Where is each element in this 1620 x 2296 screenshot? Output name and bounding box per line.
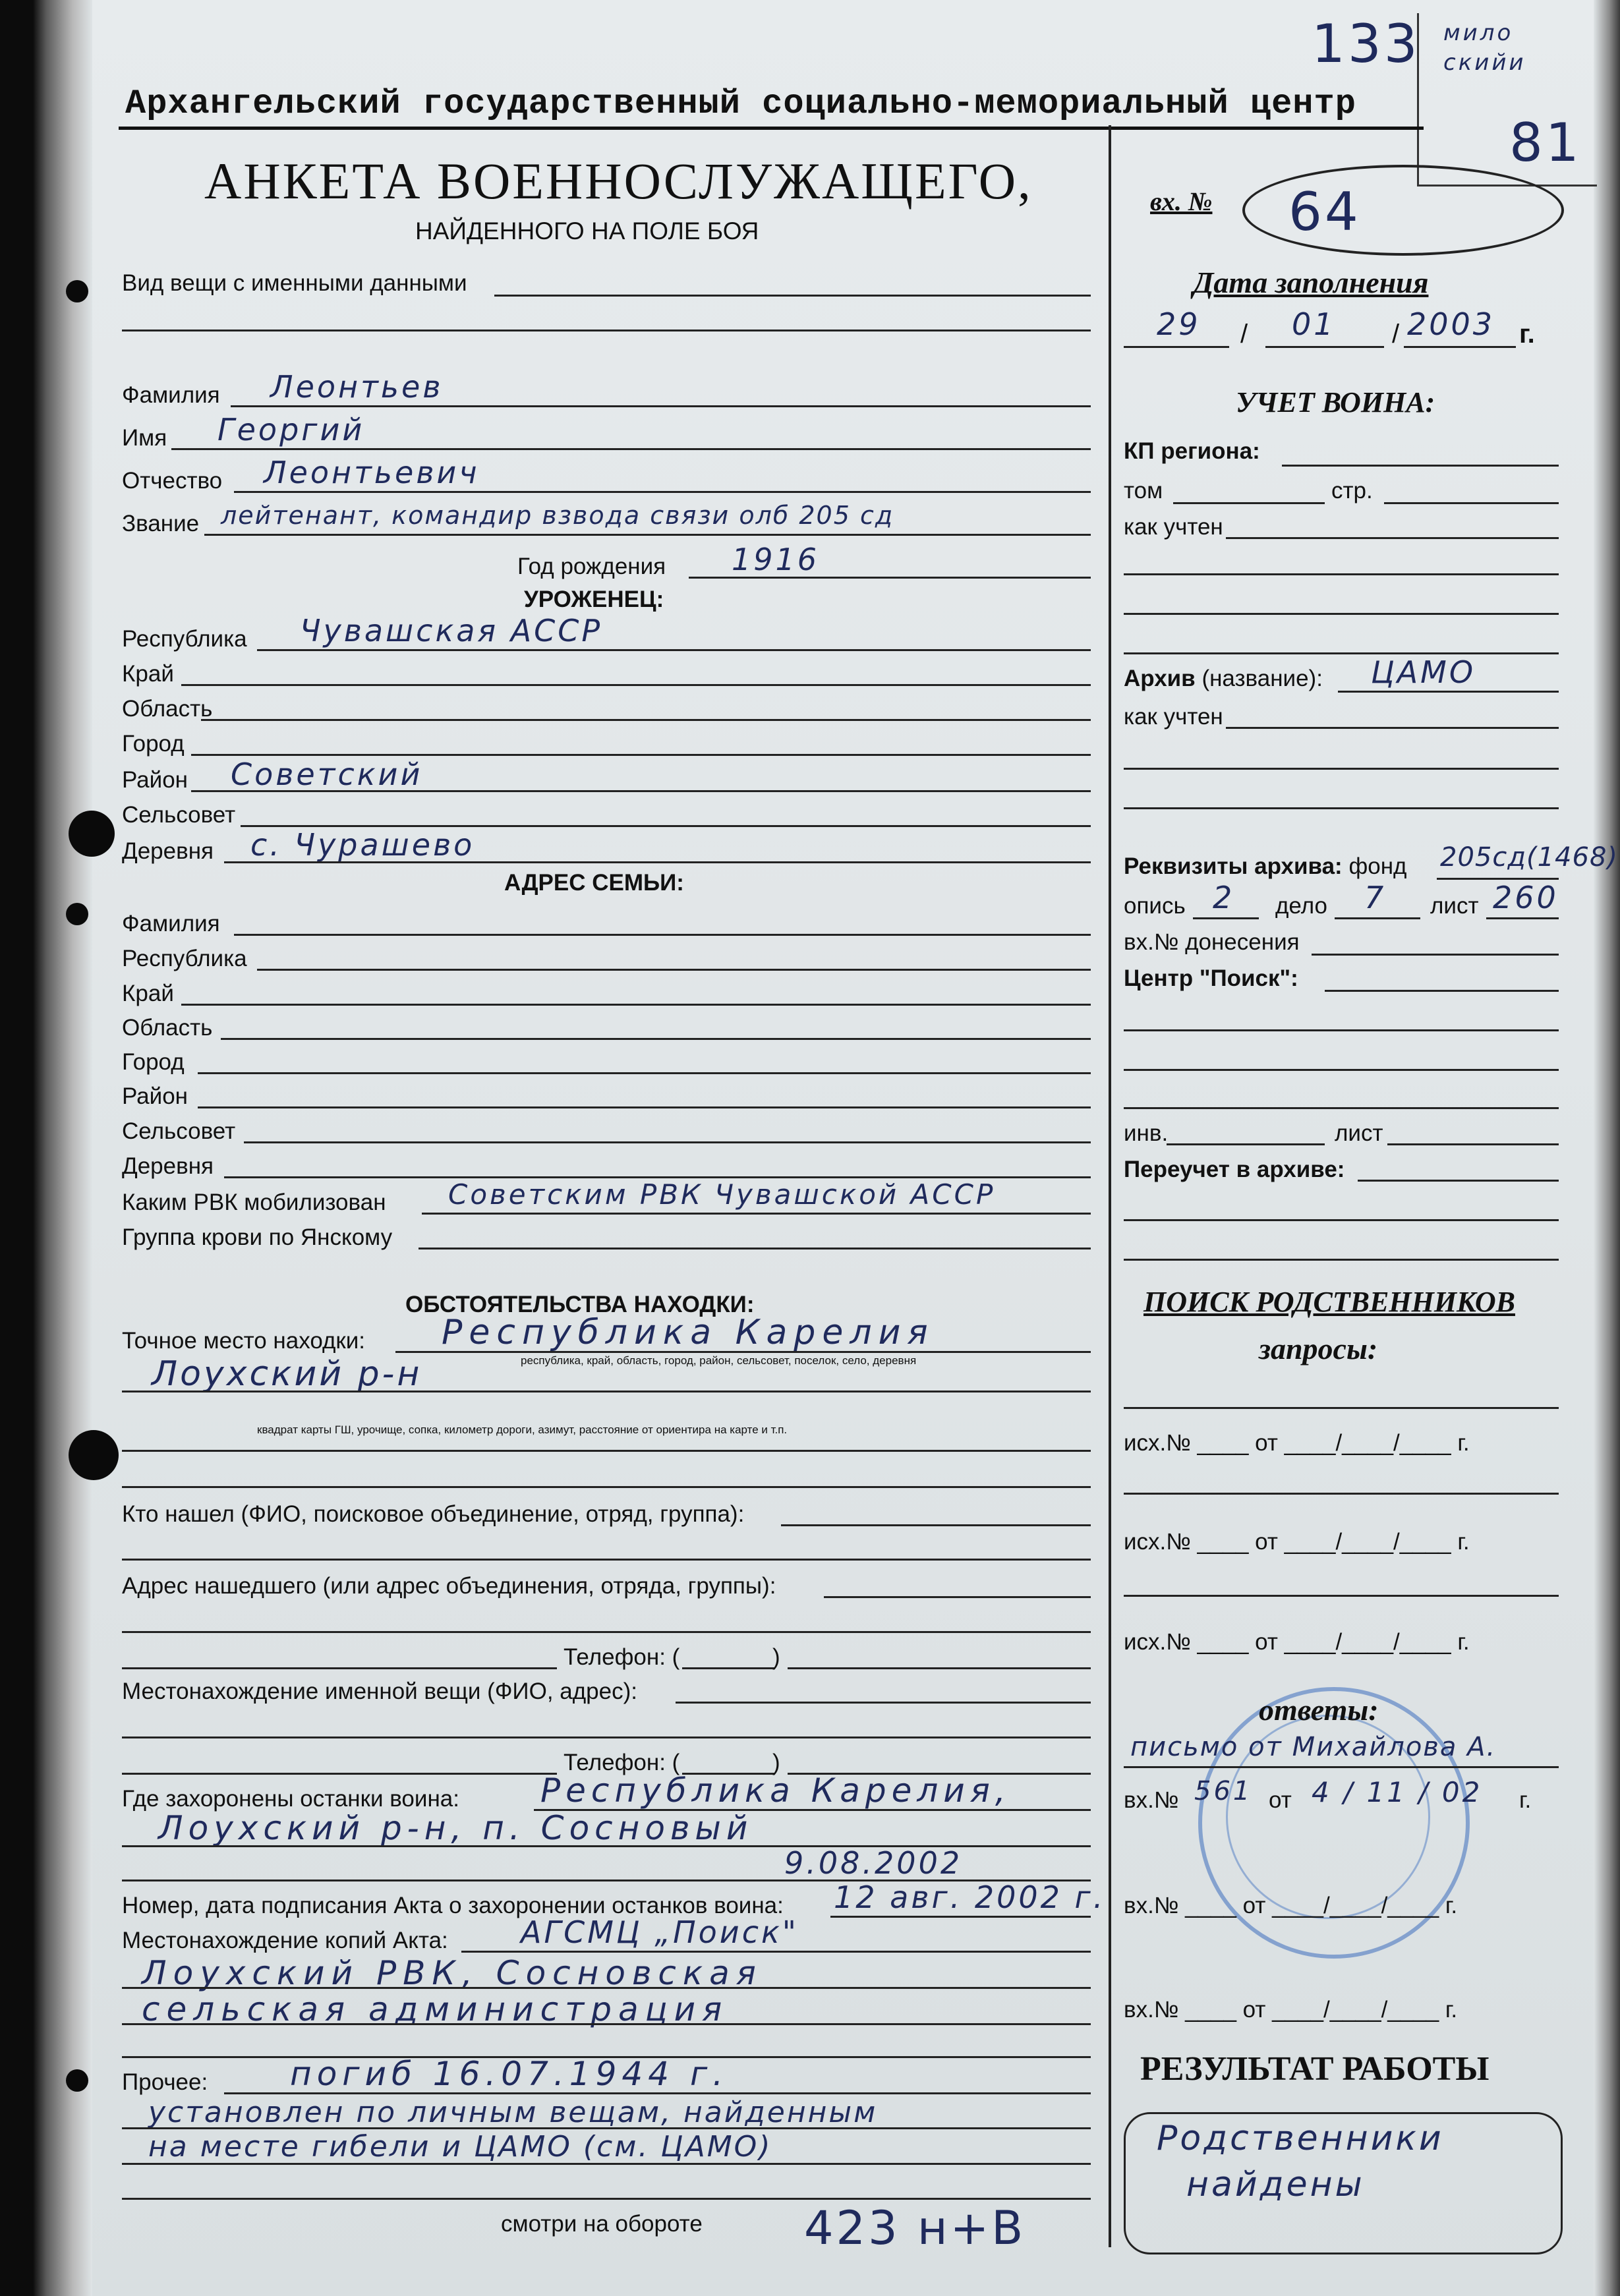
family-krai-field[interactable] xyxy=(181,1004,1091,1006)
kak-field-2[interactable] xyxy=(1226,727,1559,729)
kp-field[interactable] xyxy=(1282,465,1559,467)
fond-label: фонд xyxy=(1348,853,1407,879)
answer-2[interactable]: вх.№ ____ от ____/____/____ г. xyxy=(1124,1893,1458,1918)
burial-label: Где захоронены останки воина: xyxy=(122,1786,459,1812)
answer-3[interactable]: вх.№ ____ от ____/____/____ г. xyxy=(1124,1997,1458,2023)
date-suffix: г. xyxy=(1519,320,1535,349)
rvk-label: Каким РВК мобилизован xyxy=(122,1190,386,1215)
bottom-handwritten-note: 423 н+В xyxy=(804,2201,1026,2255)
donesenie-field[interactable] xyxy=(1312,954,1559,956)
request-2[interactable]: исх.№ ____ от ____/____/____ г. xyxy=(1124,1529,1470,1555)
item-location-field-3[interactable] xyxy=(122,1773,557,1775)
inv-list-label: лист xyxy=(1335,1120,1383,1146)
date-year: 2003 xyxy=(1407,306,1495,342)
reaccount-field[interactable] xyxy=(1358,1180,1559,1182)
scan-edge-right xyxy=(1594,0,1620,2296)
other-value-3: на месте гибели и ЦАМО (см. ЦАМО) xyxy=(148,2130,772,2164)
rank-field[interactable] xyxy=(204,534,1091,536)
name-label: Имя xyxy=(122,425,167,451)
divider xyxy=(119,127,1424,130)
finder-label: Кто нашел (ФИО, поисковое объединение, отряд, группа): xyxy=(122,1501,745,1527)
date-month-field[interactable] xyxy=(1265,346,1384,348)
delo-field[interactable] xyxy=(1335,917,1420,919)
act-field[interactable] xyxy=(830,1916,1091,1918)
scan-edge-left xyxy=(0,0,92,2296)
phone-label-1: Телефон: ( xyxy=(564,1644,680,1670)
place-field-3[interactable] xyxy=(122,1450,1091,1452)
center-field-2[interactable] xyxy=(1124,1029,1559,1031)
selsovet-label: Сельсовет xyxy=(122,802,236,828)
finder-address-field-3[interactable] xyxy=(122,1667,557,1669)
fond-value: 205сд(1468) xyxy=(1440,842,1619,873)
burial-value-3: 9.08.2002 xyxy=(784,1845,963,1881)
krai-field[interactable] xyxy=(181,684,1091,686)
answer-note: письмо от Михайлова А. xyxy=(1130,1732,1497,1762)
birth-year-label: Год рождения xyxy=(517,554,666,579)
birth-year-field[interactable] xyxy=(689,577,1091,579)
burial-value-1: Республика Карелия, xyxy=(540,1771,1011,1810)
place-value-1: Республика Карелия xyxy=(442,1313,935,1352)
item-field-2[interactable] xyxy=(122,330,1091,331)
form-title: АНКЕТА ВОЕННОСЛУЖАЩЕГО, xyxy=(204,152,1033,210)
archive-label-name: (название): xyxy=(1201,666,1323,691)
kak-field-1c[interactable] xyxy=(1124,613,1559,615)
other-field-1[interactable] xyxy=(224,2092,1091,2094)
oblast-label: Область xyxy=(122,696,213,722)
family-selsovet-label: Сельсовет xyxy=(122,1118,236,1144)
act-label: Номер, дата подписания Акта о захоронении останков воина: xyxy=(122,1893,784,1918)
place-hint-2: квадрат карты ГШ, урочище, сопка, километр дороги, азимут, расстояние от ориентира на карте и т.п. xyxy=(257,1423,788,1436)
finder-address-field[interactable] xyxy=(824,1596,1091,1598)
district-value: Советский xyxy=(231,757,423,792)
delo-value: 7 xyxy=(1364,880,1387,915)
family-city-label: Город xyxy=(122,1049,185,1075)
column-divider xyxy=(1109,125,1111,2247)
family-surname-label: Фамилия xyxy=(122,911,220,936)
result-heading: РЕЗУЛЬТАТ РАБОТЫ xyxy=(1140,2050,1490,2088)
tom-field[interactable] xyxy=(1173,502,1325,504)
punch-hole xyxy=(66,280,88,302)
family-republic-field[interactable] xyxy=(257,969,1091,971)
copies-label: Местонахождение копий Акта: xyxy=(122,1928,448,1953)
center-field-3[interactable] xyxy=(1124,1069,1559,1071)
request-1[interactable]: исх.№ ____ от ____/____/____ г. xyxy=(1124,1430,1470,1456)
phone-code-field-1[interactable] xyxy=(682,1667,774,1669)
district-label: Район xyxy=(122,767,188,793)
city-field[interactable] xyxy=(191,754,1091,756)
village-label: Деревня xyxy=(122,838,214,864)
requests-heading: запросы: xyxy=(1259,1332,1378,1365)
kak-field-2b[interactable] xyxy=(1124,768,1559,770)
district-field[interactable] xyxy=(191,790,1091,792)
kak-label-2: как учтен xyxy=(1124,704,1223,730)
copies-value-1: АГСМЦ „Поиск" xyxy=(521,1914,799,1950)
result-line-1: Родственники xyxy=(1157,2119,1444,2158)
rvk-value: Советским РВК Чувашской АССР xyxy=(448,1178,996,1211)
corner-note-1: мило xyxy=(1443,20,1514,46)
item-location-label: Местонахождение именной вещи (ФИО, адрес): xyxy=(122,1679,637,1704)
oblast-field[interactable] xyxy=(201,719,1091,721)
surname-field[interactable] xyxy=(231,405,1091,407)
birth-year-value: 1916 xyxy=(732,542,820,577)
date-day: 29 xyxy=(1157,306,1201,342)
answer-1-g: г. xyxy=(1519,1787,1532,1813)
family-oblast-label: Область xyxy=(122,1015,213,1041)
request-divider-1 xyxy=(1124,1407,1559,1409)
rank-label: Звание xyxy=(122,511,200,536)
center-field[interactable] xyxy=(1325,990,1559,992)
donesenie-label: вх.№ донесения xyxy=(1124,929,1300,955)
republic-value: Чувашская АССР xyxy=(300,613,603,648)
family-district-label: Район xyxy=(122,1083,188,1109)
city-label: Город xyxy=(122,731,185,757)
item-location-field[interactable] xyxy=(676,1702,1091,1704)
kak-field-2c[interactable] xyxy=(1124,807,1559,809)
in-number-value: 64 xyxy=(1288,181,1361,243)
name-value: Георгий xyxy=(217,412,365,447)
act-value: 12 авг. 2002 г. xyxy=(834,1880,1106,1915)
date-sep-1: / xyxy=(1240,320,1248,349)
answer-1-label: вх.№ xyxy=(1124,1787,1179,1813)
phone-field-1[interactable] xyxy=(788,1667,1091,1669)
date-sep-2: / xyxy=(1392,320,1400,349)
place-field-4[interactable] xyxy=(122,1486,1091,1488)
center-field-4[interactable] xyxy=(1124,1107,1559,1109)
date-year-field[interactable] xyxy=(1404,346,1516,348)
punch-hole xyxy=(69,1430,119,1480)
other-value-2: установлен по личным вещам, найденным xyxy=(148,2096,878,2129)
place-field-1[interactable] xyxy=(395,1351,1091,1353)
date-day-field[interactable] xyxy=(1124,346,1229,348)
request-3[interactable]: исх.№ ____ от ____/____/____ г. xyxy=(1124,1629,1470,1655)
other-field-4[interactable] xyxy=(122,2198,1091,2200)
place-hint-1: республика, край, область, город, район, сельсовет, поселок, село, деревня xyxy=(521,1354,917,1367)
center-label: Центр "Поиск": xyxy=(1124,965,1298,991)
punch-hole xyxy=(69,811,115,857)
opis-field[interactable] xyxy=(1193,917,1259,919)
patronymic-value: Леонтьевич xyxy=(264,455,480,490)
corner-mark: 81 xyxy=(1509,112,1582,173)
institution-name: Архангельский государственный социально-мемориальный центр xyxy=(125,84,1356,123)
finder-field[interactable] xyxy=(781,1524,1091,1526)
see-back-note: смотри на обороте xyxy=(501,2211,703,2237)
name-field[interactable] xyxy=(171,448,1091,450)
item-field[interactable] xyxy=(494,295,1091,297)
answer-note-field[interactable] xyxy=(1124,1766,1559,1768)
phone-close-1: ) xyxy=(772,1644,780,1670)
punch-hole xyxy=(66,2069,88,2092)
reaccount-label: Переучет в архиве: xyxy=(1124,1157,1345,1182)
answer-1-number: 561 xyxy=(1194,1776,1253,1806)
family-surname-field[interactable] xyxy=(234,934,1091,936)
surname-value: Леонтьев xyxy=(270,369,444,405)
answers-heading: ответы: xyxy=(1259,1693,1379,1727)
family-krai-label: Край xyxy=(122,981,174,1006)
find-heading: ОБСТОЯТЕЛЬСТВА НАХОДКИ: xyxy=(405,1292,755,1317)
opis-label: опись xyxy=(1124,893,1186,919)
inv-label: инв. xyxy=(1124,1120,1169,1146)
delo-label: дело xyxy=(1275,893,1328,919)
burial-value-2: Лоухский р-н, п. Сосновый xyxy=(158,1809,753,1847)
search-heading: ПОИСК РОДСТВЕННИКОВ xyxy=(1143,1286,1515,1318)
answer-1-ot: от xyxy=(1269,1787,1292,1813)
finder-address-field-2[interactable] xyxy=(122,1631,1091,1633)
item-label: Вид вещи с именными данными xyxy=(122,270,467,296)
copies-value-2: Лоухский РВК, Сосновская xyxy=(142,1954,763,1992)
copies-field-1[interactable] xyxy=(461,1951,1091,1953)
surname-label: Фамилия xyxy=(122,382,220,408)
reaccount-field-3[interactable] xyxy=(1124,1259,1559,1261)
place-value-2: Лоухский р-н xyxy=(152,1354,422,1394)
str-label: стр. xyxy=(1331,478,1373,503)
other-field-3[interactable] xyxy=(122,2163,1091,2165)
republic-label: Республика xyxy=(122,626,247,652)
family-village-label: Деревня xyxy=(122,1153,214,1179)
date-month: 01 xyxy=(1292,306,1336,342)
family-district-field[interactable] xyxy=(198,1106,1091,1108)
other-field-2[interactable] xyxy=(122,2127,1091,2129)
corner-number: 133 xyxy=(1312,13,1420,74)
phone-close-2: ) xyxy=(772,1750,780,1775)
form-subtitle: НАЙДЕННОГО НА ПОЛЕ БОЯ xyxy=(415,217,759,244)
phone-label-2: Телефон: ( xyxy=(564,1750,680,1775)
answer-1-date: 4 / 11 / 02 xyxy=(1312,1776,1483,1808)
family-selsovet-field[interactable] xyxy=(244,1141,1091,1143)
reaccount-field-2[interactable] xyxy=(1124,1219,1559,1221)
copies-value-3: сельская администрация xyxy=(142,1990,729,2028)
patronymic-label: Отчество xyxy=(122,468,223,494)
rvk-field[interactable] xyxy=(422,1213,1091,1215)
inv-field[interactable] xyxy=(1167,1143,1325,1145)
kak-field-1d[interactable] xyxy=(1124,652,1559,654)
finder-address-label: Адрес нашедшего (или адрес объединения, отряда, группы): xyxy=(122,1573,776,1599)
blood-label: Группа крови по Янскому xyxy=(122,1224,393,1250)
req-label: Реквизиты архива: xyxy=(1124,853,1343,879)
archive-field[interactable] xyxy=(1338,691,1559,693)
copies-field-3[interactable] xyxy=(122,2023,1091,2025)
krai-label: Край xyxy=(122,661,174,687)
family-oblast-field[interactable] xyxy=(221,1038,1091,1040)
kak-field-1b[interactable] xyxy=(1124,573,1559,575)
account-heading: УЧЕТ ВОИНА: xyxy=(1236,386,1435,418)
copies-field-2[interactable] xyxy=(122,1987,1091,1989)
place-field-2[interactable] xyxy=(122,1391,1091,1392)
str-field[interactable] xyxy=(1384,502,1559,504)
family-city-field[interactable] xyxy=(198,1072,1091,1074)
rank-value: лейтенант, командир взвода связи олб 205 сд xyxy=(221,501,894,530)
place-label: Точное место находки: xyxy=(122,1328,366,1354)
in-number-label: вх. № xyxy=(1150,187,1213,216)
other-label: Прочее: xyxy=(122,2069,208,2095)
result-line-2: найдены xyxy=(1186,2165,1365,2204)
request-divider-2 xyxy=(1124,1493,1559,1495)
item-location-field-2[interactable] xyxy=(122,1736,1091,1738)
tom-label: том xyxy=(1124,478,1163,503)
village-value: с. Чурашево xyxy=(250,827,475,863)
archive-label: Архив xyxy=(1124,666,1196,691)
blood-field[interactable] xyxy=(419,1248,1091,1249)
finder-field-2[interactable] xyxy=(122,1559,1091,1561)
republic-field[interactable] xyxy=(257,649,1091,651)
opis-value: 2 xyxy=(1213,880,1235,915)
family-republic-label: Республика xyxy=(122,946,247,971)
list-value: 260 xyxy=(1493,880,1559,915)
family-heading: АДРЕС СЕМЬИ: xyxy=(504,870,684,896)
native-heading: УРОЖЕНЕЦ: xyxy=(524,587,664,612)
punch-hole xyxy=(66,903,88,925)
kak-field-1[interactable] xyxy=(1226,537,1559,539)
archive-value: ЦАМО xyxy=(1371,654,1476,690)
kak-label-1: как учтен xyxy=(1124,514,1223,540)
date-heading: Дата заполнения xyxy=(1193,266,1429,299)
kp-label: КП региона: xyxy=(1124,438,1260,464)
list-label: лист xyxy=(1430,893,1479,919)
patronymic-field[interactable] xyxy=(234,491,1091,493)
other-value-1: погиб 16.07.1944 г. xyxy=(290,2055,729,2093)
request-divider-3 xyxy=(1124,1595,1559,1597)
corner-note-2: скийи xyxy=(1443,49,1526,76)
village-field[interactable] xyxy=(224,861,1091,863)
inv-list-field[interactable] xyxy=(1387,1143,1559,1145)
list-field[interactable] xyxy=(1486,917,1559,919)
